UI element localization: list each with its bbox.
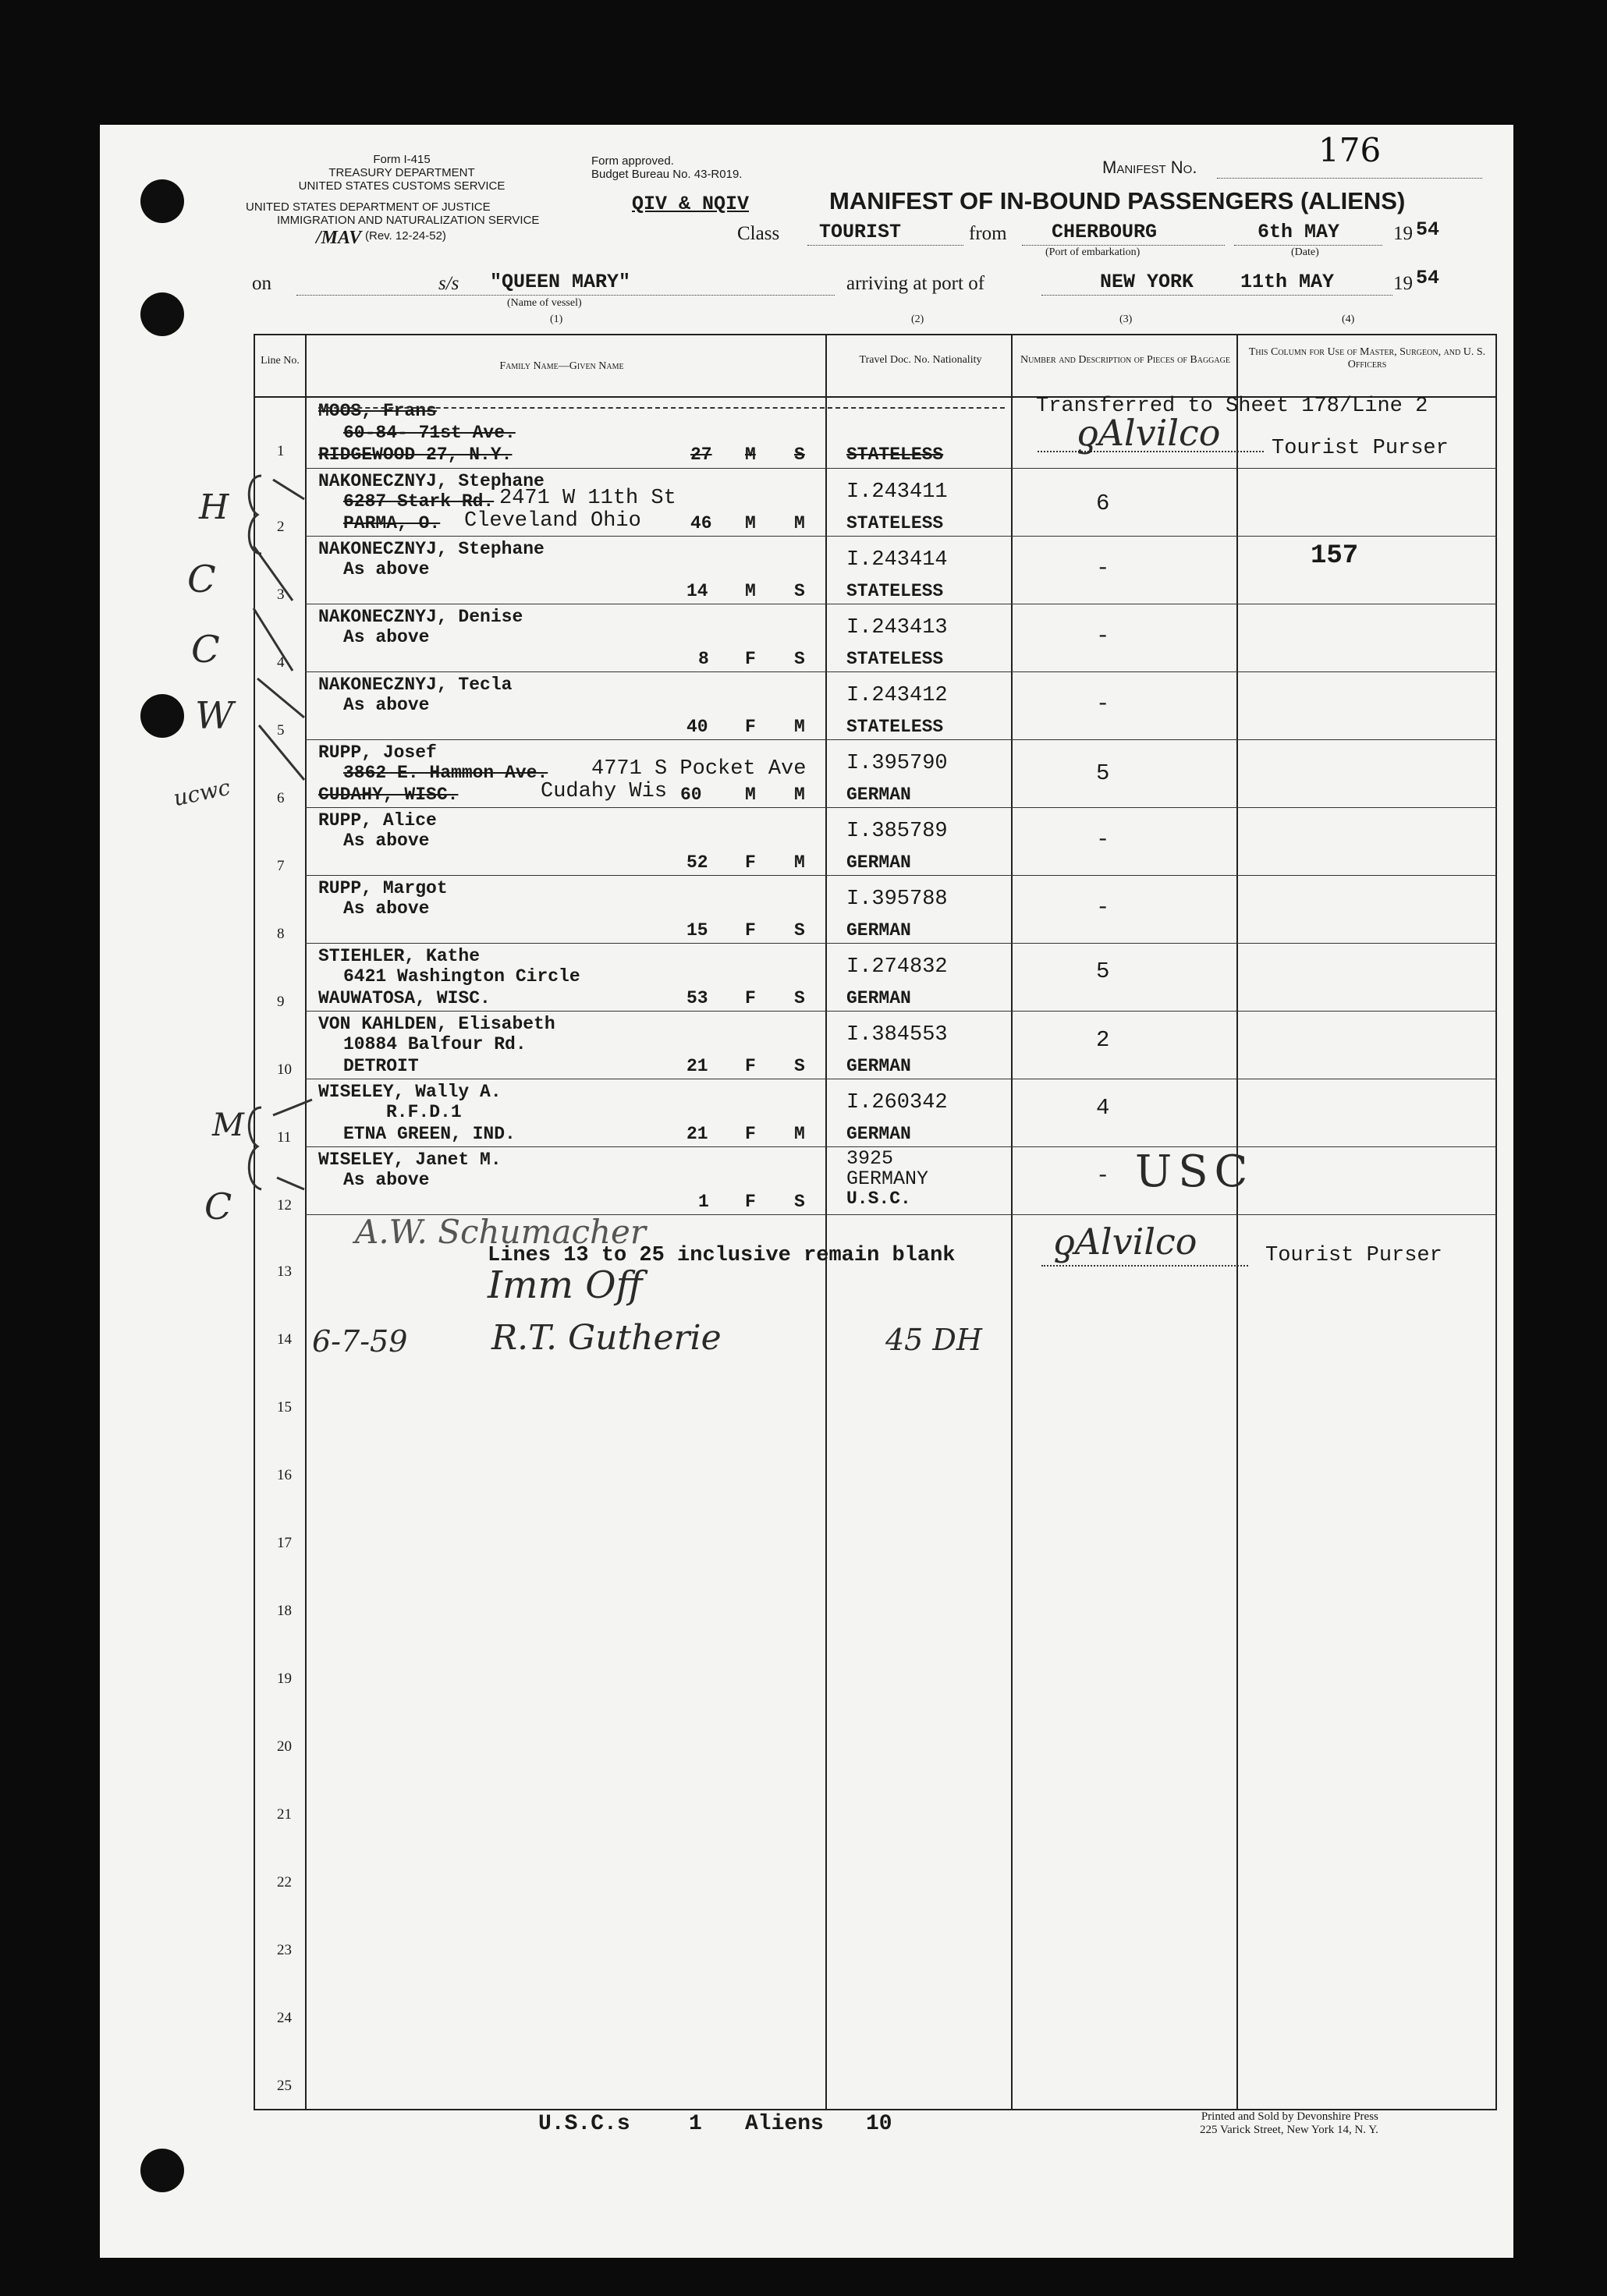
passenger-name: WISELEY, Wally A. xyxy=(318,1082,502,1102)
passenger-age: 27 xyxy=(690,445,712,465)
passenger-baggage: - xyxy=(1096,895,1110,920)
passenger-sex: F xyxy=(745,717,756,737)
passenger-marital: M xyxy=(794,717,805,737)
row-divider xyxy=(305,1146,1497,1147)
purser-signature-1: ƍAlvilco xyxy=(1077,412,1221,454)
passenger-baggage: - xyxy=(1096,691,1110,717)
passenger-baggage: 5 xyxy=(1096,958,1110,984)
passenger-address: WAUWATOSA, WISC. xyxy=(318,988,491,1008)
vessel-name: "QUEEN MARY" xyxy=(490,271,631,293)
line-number: 17 xyxy=(277,1535,292,1551)
passenger-address: 10884 Balfour Rd. xyxy=(343,1034,527,1054)
passenger-address: As above xyxy=(343,695,430,715)
col-header-line: Line No. xyxy=(261,355,300,367)
purser-label-1: Tourist Purser xyxy=(1272,437,1449,460)
passenger-nationality: STATELESS xyxy=(846,581,944,601)
passenger-name: RUPP, Alice xyxy=(318,810,437,831)
passenger-name: MOOS, Frans xyxy=(318,401,437,421)
margin-scribble: ucwc xyxy=(171,774,233,812)
col-divider xyxy=(1011,334,1013,2110)
ins-label: IMMIGRATION AND NATURALIZATION SERVICE xyxy=(277,214,540,227)
passenger-marital: M xyxy=(794,785,805,805)
passenger-nationality: STATELESS xyxy=(846,649,944,669)
passenger-doc: I.385789 xyxy=(846,820,948,843)
line-number: 21 xyxy=(277,1806,292,1823)
manifest-no-line xyxy=(1217,178,1482,179)
approval-block xyxy=(591,154,742,181)
passenger-age: 60 xyxy=(680,785,702,805)
handwritten-date: 6-7-59 xyxy=(312,1324,408,1359)
passenger-doc: 3925 xyxy=(846,1147,894,1170)
purser-label-2: Tourist Purser xyxy=(1265,1244,1442,1267)
handwritten-note: 45 DH xyxy=(885,1323,983,1357)
col-ref-3: (3) xyxy=(1119,314,1133,325)
margin-letter: C xyxy=(204,1185,232,1228)
passenger-name: WISELEY, Janet M. xyxy=(318,1150,502,1170)
line-number: 3 xyxy=(277,586,285,603)
row-divider xyxy=(305,536,1497,537)
strike-line xyxy=(318,407,1005,409)
passenger-sex: F xyxy=(745,920,756,941)
date-line xyxy=(1234,245,1382,246)
passenger-baggage: - xyxy=(1096,555,1110,581)
passenger-address: As above xyxy=(343,559,430,579)
arrival-year: 54 xyxy=(1416,267,1440,289)
printer-line-2: 225 Varick Street, New York 14, N. Y. xyxy=(1200,2124,1378,2136)
class-value: TOURIST xyxy=(819,221,902,243)
treasury-label: TREASURY DEPARTMENT xyxy=(328,166,475,179)
row-divider xyxy=(305,875,1497,876)
passenger-sex: F xyxy=(745,649,756,669)
passenger-doc: I.384553 xyxy=(846,1023,948,1047)
passenger-sex: M xyxy=(745,445,756,465)
col-divider xyxy=(825,334,827,2110)
passenger-address: R.F.D.1 xyxy=(386,1102,462,1122)
ss-label: s/s xyxy=(438,273,459,294)
passenger-address: ETNA GREEN, IND. xyxy=(343,1124,516,1144)
col-ref-1: (1) xyxy=(550,314,563,325)
passenger-marital: M xyxy=(794,1124,805,1144)
line-number: 1 xyxy=(277,443,285,459)
passenger-sex: F xyxy=(745,1192,756,1212)
arrival-port: NEW YORK xyxy=(1100,271,1194,293)
passenger-baggage: - xyxy=(1096,623,1110,649)
passenger-age: 46 xyxy=(690,513,712,533)
passenger-marital: M xyxy=(794,852,805,873)
col-header-travel-doc: Travel Doc. No. Nationality xyxy=(859,354,982,366)
date-caption: (Date) xyxy=(1291,246,1319,258)
page-title: MANIFEST OF IN-BOUND PASSENGERS (ALIENS) xyxy=(829,187,1406,214)
depart-year: 54 xyxy=(1416,218,1440,241)
passenger-marital: S xyxy=(794,988,805,1008)
passenger-doc: I.395790 xyxy=(846,752,948,775)
col-header-name: Family Name—Given Name xyxy=(499,360,624,372)
embark-port: CHERBOURG xyxy=(1052,221,1158,243)
form-number: Form I-415 xyxy=(373,153,431,166)
line-number: 16 xyxy=(277,1467,292,1483)
passenger-name: NAKONECZNYJ, Stephane xyxy=(318,539,545,559)
line-number: 25 xyxy=(277,2078,292,2094)
handwritten-initials: Imm Off xyxy=(488,1263,643,1307)
mav-mark: /MAV xyxy=(316,228,362,248)
passenger-age: 8 xyxy=(698,649,709,669)
arrival-line xyxy=(1041,295,1392,296)
passenger-address: As above xyxy=(343,1170,430,1190)
handwritten-signature: R.T. Gutherie xyxy=(491,1318,722,1358)
passenger-doc: I.243411 xyxy=(846,480,948,504)
passenger-sex: M xyxy=(745,785,756,805)
margin-bracket-marks xyxy=(179,452,320,1232)
passenger-nationality: GERMAN xyxy=(846,852,911,873)
col-header-officers: This Column for Use of Master, Surgeon, and U. S. Officers xyxy=(1248,346,1486,370)
margin-letter: M xyxy=(212,1107,244,1143)
binder-hole xyxy=(140,179,184,223)
passenger-address-new: 4771 S Pocket Ave xyxy=(591,757,807,781)
line-number: 14 xyxy=(277,1331,292,1348)
passenger-address: 3862 E. Hammon Ave. xyxy=(343,763,548,783)
passenger-address-new: Cudahy Wis xyxy=(541,780,668,803)
passenger-nationality: STATELESS xyxy=(846,445,944,465)
passenger-nationality: GERMANY xyxy=(846,1167,929,1190)
line-number: 20 xyxy=(277,1738,292,1755)
uscs-label: U.S.C.s xyxy=(538,2112,630,2136)
passenger-baggage: - xyxy=(1096,827,1110,852)
passenger-marital: S xyxy=(794,920,805,941)
line-number: 6 xyxy=(277,790,285,806)
passenger-sex: M xyxy=(745,513,756,533)
passenger-name: NAKONECZNYJ, Stephane xyxy=(318,471,545,491)
line-number: 5 xyxy=(277,722,285,739)
line-number: 24 xyxy=(277,2010,292,2026)
vessel-line xyxy=(296,295,835,296)
passenger-address: RIDGEWOOD 27, N.Y. xyxy=(318,445,513,465)
line-number: 9 xyxy=(277,994,285,1010)
binder-hole xyxy=(140,292,184,336)
passenger-name: VON KAHLDEN, Elisabeth xyxy=(318,1014,555,1034)
passenger-age: 21 xyxy=(686,1124,708,1144)
passenger-age: 40 xyxy=(686,717,708,737)
row-divider xyxy=(305,943,1497,944)
row-divider xyxy=(305,1011,1497,1012)
passenger-name: NAKONECZNYJ, Denise xyxy=(318,607,523,627)
qiv-label: QIV & NQIV xyxy=(632,193,750,215)
passenger-baggage: - xyxy=(1096,1163,1110,1189)
arrival-date: 11th MAY xyxy=(1240,271,1335,293)
officer-note: 157 xyxy=(1311,541,1359,571)
passenger-nationality: GERMAN xyxy=(846,988,911,1008)
passenger-age: 21 xyxy=(686,1056,708,1076)
row-divider xyxy=(305,739,1497,740)
row-divider xyxy=(305,468,1497,469)
col-divider xyxy=(1236,334,1238,2110)
year-prefix: 19 xyxy=(1393,273,1413,294)
passenger-citizenship: U.S.C. xyxy=(846,1189,911,1209)
binder-hole xyxy=(140,2149,184,2192)
aliens-count: 10 xyxy=(866,2112,892,2136)
depart-date: 6th MAY xyxy=(1258,221,1340,243)
passenger-doc: I.243412 xyxy=(846,684,948,707)
passenger-address-new: Cleveland Ohio xyxy=(464,509,641,533)
on-label: on xyxy=(252,273,271,294)
passenger-marital: S xyxy=(794,445,805,465)
margin-letter: C xyxy=(187,558,216,601)
printer-line-1: Printed and Sold by Devonshire Press xyxy=(1201,2110,1378,2123)
handwritten-name: A.W. Schumacher xyxy=(355,1213,646,1251)
purser-signature-2: ƍAlvilco xyxy=(1053,1221,1197,1263)
revision-label: (Rev. 12-24-52) xyxy=(365,229,446,243)
line-number: 13 xyxy=(277,1263,292,1280)
arriving-label: arriving at port of xyxy=(846,273,985,294)
passenger-baggage: 2 xyxy=(1096,1027,1110,1053)
form-agency-block xyxy=(289,153,515,193)
uscs-count: 1 xyxy=(689,2112,702,2136)
passenger-marital: M xyxy=(794,513,805,533)
line-number: 23 xyxy=(277,1942,292,1958)
passenger-sex: F xyxy=(745,1124,756,1144)
line-number: 22 xyxy=(277,1874,292,1890)
customs-label: UNITED STATES CUSTOMS SERVICE xyxy=(298,179,506,193)
port-line xyxy=(1022,245,1225,246)
passenger-baggage: 4 xyxy=(1096,1095,1110,1121)
class-line xyxy=(807,245,963,246)
passenger-address: As above xyxy=(343,831,430,851)
margin-letter: W xyxy=(195,694,234,738)
passenger-sex: F xyxy=(745,1056,756,1076)
passenger-address: 6287 Stark Rd. xyxy=(343,491,495,512)
passenger-address: As above xyxy=(343,898,430,919)
passenger-nationality: GERMAN xyxy=(846,785,911,805)
passenger-marital: S xyxy=(794,581,805,601)
margin-letter: H xyxy=(199,487,229,527)
blank-lines-note: Lines 13 to 25 inclusive remain blank xyxy=(488,1244,956,1267)
passenger-name: RUPP, Margot xyxy=(318,878,448,898)
passenger-doc: I.243414 xyxy=(846,548,948,572)
margin-letter: C xyxy=(191,628,220,671)
passenger-nationality: STATELESS xyxy=(846,717,944,737)
passenger-baggage: 6 xyxy=(1096,491,1110,516)
passenger-age: 52 xyxy=(686,852,708,873)
usc-note: USC xyxy=(1135,1146,1254,1197)
line-number: 7 xyxy=(277,858,285,874)
passenger-nationality: GERMAN xyxy=(846,920,911,941)
aliens-label: Aliens xyxy=(745,2112,824,2136)
col-header-baggage: Number and Description of Pieces of Baggage xyxy=(1020,354,1230,366)
passenger-address: 60-84- 71st Ave. xyxy=(343,423,516,443)
line-number: 4 xyxy=(277,654,285,671)
passenger-nationality: STATELESS xyxy=(846,513,944,533)
line-number: 12 xyxy=(277,1197,292,1214)
passenger-name: NAKONECZNYJ, Tecla xyxy=(318,675,513,695)
manifest-number: 176 xyxy=(1318,131,1382,169)
passenger-address: As above xyxy=(343,627,430,647)
budget-label: Budget Bureau No. 43-R019. xyxy=(591,168,743,181)
passenger-name: RUPP, Josef xyxy=(318,742,437,763)
passenger-doc: I.274832 xyxy=(846,955,948,979)
passenger-baggage: 5 xyxy=(1096,760,1110,786)
passenger-address: PARMA, O. xyxy=(343,513,441,533)
passenger-address: DETROIT xyxy=(343,1056,419,1076)
passenger-marital: S xyxy=(794,649,805,669)
class-label: Class xyxy=(737,223,780,244)
binder-hole xyxy=(140,694,184,738)
row-divider xyxy=(305,807,1497,808)
passenger-sex: M xyxy=(745,581,756,601)
passenger-age: 1 xyxy=(698,1192,709,1212)
line-number: 18 xyxy=(277,1603,292,1619)
line-number: 10 xyxy=(277,1061,292,1078)
passenger-age: 15 xyxy=(686,920,708,941)
manifest-no-label: Manifest No. xyxy=(1102,158,1197,177)
from-label: from xyxy=(969,223,1007,244)
transfer-note: Transferred to Sheet 178/Line 2 xyxy=(1036,395,1428,418)
passenger-age: 14 xyxy=(686,581,708,601)
passenger-sex: F xyxy=(745,988,756,1008)
signature-dots xyxy=(1041,1265,1248,1267)
passenger-address: CUDAHY, WISC. xyxy=(318,785,459,805)
passenger-address: 6421 Washington Circle xyxy=(343,966,580,987)
line-number: 2 xyxy=(277,519,285,535)
passenger-nationality: GERMAN xyxy=(846,1056,911,1076)
line-number: 11 xyxy=(277,1129,292,1146)
passenger-doc: I.260342 xyxy=(846,1091,948,1114)
approved-label: Form approved. xyxy=(591,154,674,168)
passenger-doc: I.395788 xyxy=(846,888,948,911)
passenger-marital: S xyxy=(794,1056,805,1076)
passenger-doc: I.243413 xyxy=(846,616,948,640)
passenger-marital: S xyxy=(794,1192,805,1212)
year-prefix: 19 xyxy=(1393,223,1413,244)
embark-caption: (Port of embarkation) xyxy=(1045,246,1141,258)
passenger-name: STIEHLER, Kathe xyxy=(318,946,481,966)
printer-credit xyxy=(1200,2110,1378,2137)
row-divider xyxy=(305,671,1497,672)
justice-block xyxy=(246,200,566,227)
passenger-address-new: 2471 W 11th St xyxy=(499,487,676,510)
passenger-age: 53 xyxy=(686,988,708,1008)
line-number: 8 xyxy=(277,926,285,942)
passenger-sex: F xyxy=(745,852,756,873)
line-number: 15 xyxy=(277,1399,292,1416)
vessel-caption: (Name of vessel) xyxy=(507,297,582,309)
col-ref-4: (4) xyxy=(1342,314,1355,325)
line-number: 19 xyxy=(277,1671,292,1687)
col-ref-2: (2) xyxy=(911,314,924,325)
passenger-nationality: GERMAN xyxy=(846,1124,911,1144)
justice-label: UNITED STATES DEPARTMENT OF JUSTICE xyxy=(246,200,491,214)
